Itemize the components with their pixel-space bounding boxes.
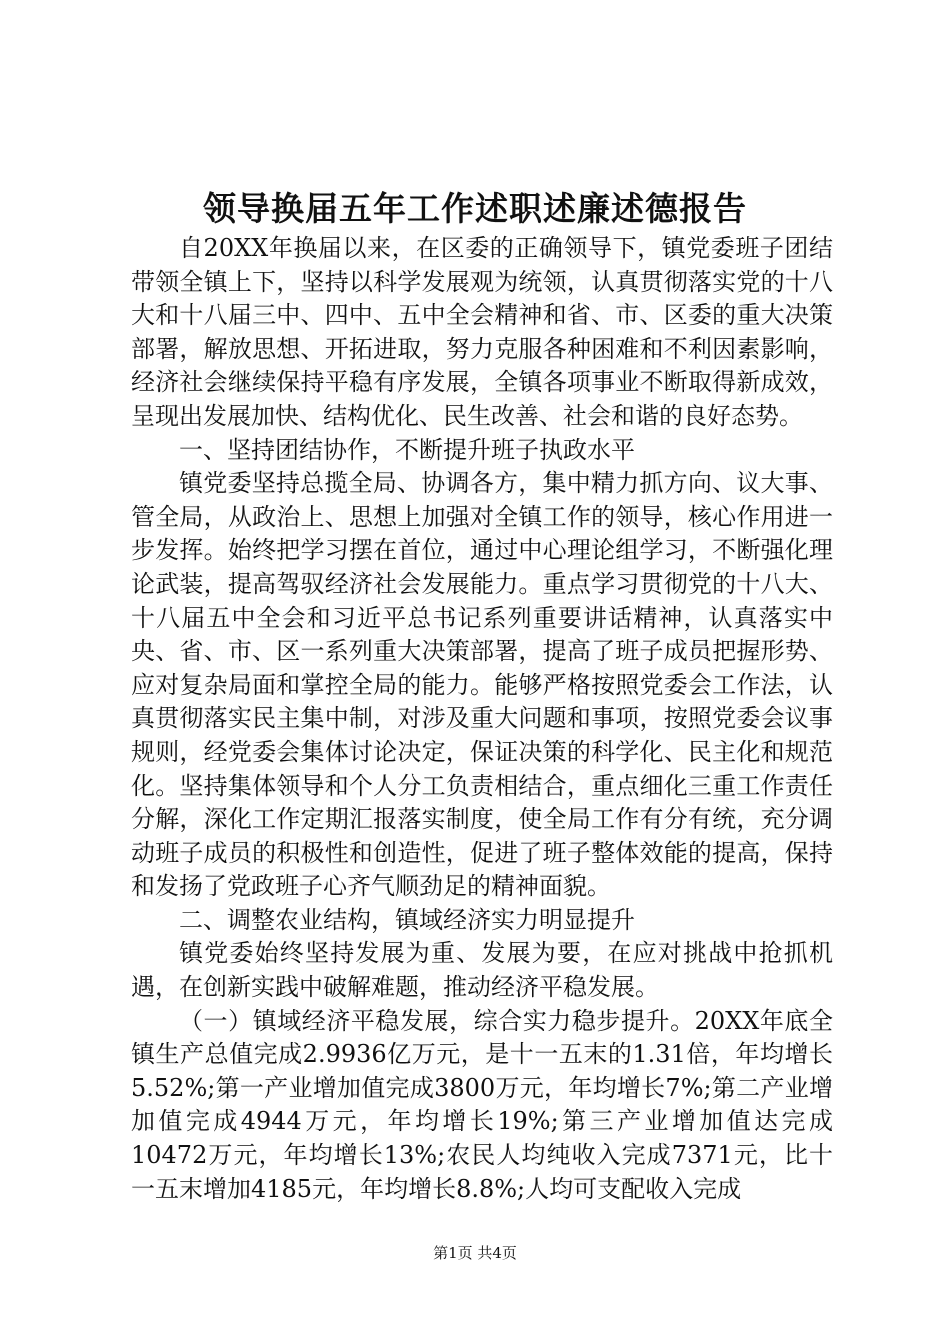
intro-paragraph: 自20XX年换届以来，在区委的正确领导下，镇党委班子团结带领全镇上下，坚持以科学发展观为统领，认真贯彻落实党的十八大和十八届三中、四中、五中全会精神和省、市、区委的重大决策部署，解放思想、开拓进取，努力克服各种困难和不利因素影响，经济社会继续保持平稳有序发展，全镇各项事业不断取得新成效，呈现出发展加快、结构优化、民生改善、社会和谐的良好态势。 <box>131 234 833 430</box>
section-heading-2: 二、调整农业结构，镇域经济实力明显提升 <box>179 905 635 934</box>
section-2-paragraph: 镇党委始终坚持发展为重、发展为要，在应对挑战中抢抓机遇，在创新实践中破解难题，推动经济平稳发展。 <box>131 939 833 1002</box>
section-heading-1: 一、坚持团结协作，不断提升班子执政水平 <box>179 435 635 464</box>
subsection-1-paragraph: （一）镇域经济平稳发展，综合实力稳步提升。20XX年底全镇生产总值完成2.9936亿万元，是十一五末的1.31倍，年均增长5.52%;第一产业增加值完成3800万元，年均增长7%;第二产业增加值完成4944万元，年均增长19%;第三产业增加值达完成10472万元，年均增长13%;农民人均纯收入完成7371元，比十一五末增加4185元，年均增长8.8%;人均可支配收入完成 <box>131 1006 833 1203</box>
document-body <box>131 232 833 1206</box>
document-title: 领导换届五年工作述职述廉述德报告 <box>203 189 747 228</box>
page-footer: 第1页 共4页 <box>433 1244 517 1262</box>
section-1-paragraph: 镇党委坚持总揽全局、协调各方，集中精力抓方向、议大事、管全局，从政治上、思想上加强对全镇工作的领导，核心作用进一步发挥。始终把学习摆在首位，通过中心理论组学习，不断强化理论武装，提高驾驭经济社会发展能力。重点学习贯彻党的十八大、十八届五中全会和习近平总书记系列重要讲话精神，认真落实中央、省、市、区一系列重大决策部署，提高了班子成员把握形势、应对复杂局面和掌控全局的能力。能够严格按照党委会工作法，认真贯彻落实民主集中制，对涉及重大问题和事项，按照党委会议事规则，经党委会集体讨论决定，保证决策的科学化、民主化和规范化。坚持集体领导和个人分工负责相结合，重点细化三重工作责任分解，深化工作定期汇报落实制度，使全局工作有分有统，充分调动班子成员的积极性和创造性，促进了班子整体效能的提高，保持和发扬了党政班子心齐气顺劲足的精神面貌。 <box>131 469 833 901</box>
